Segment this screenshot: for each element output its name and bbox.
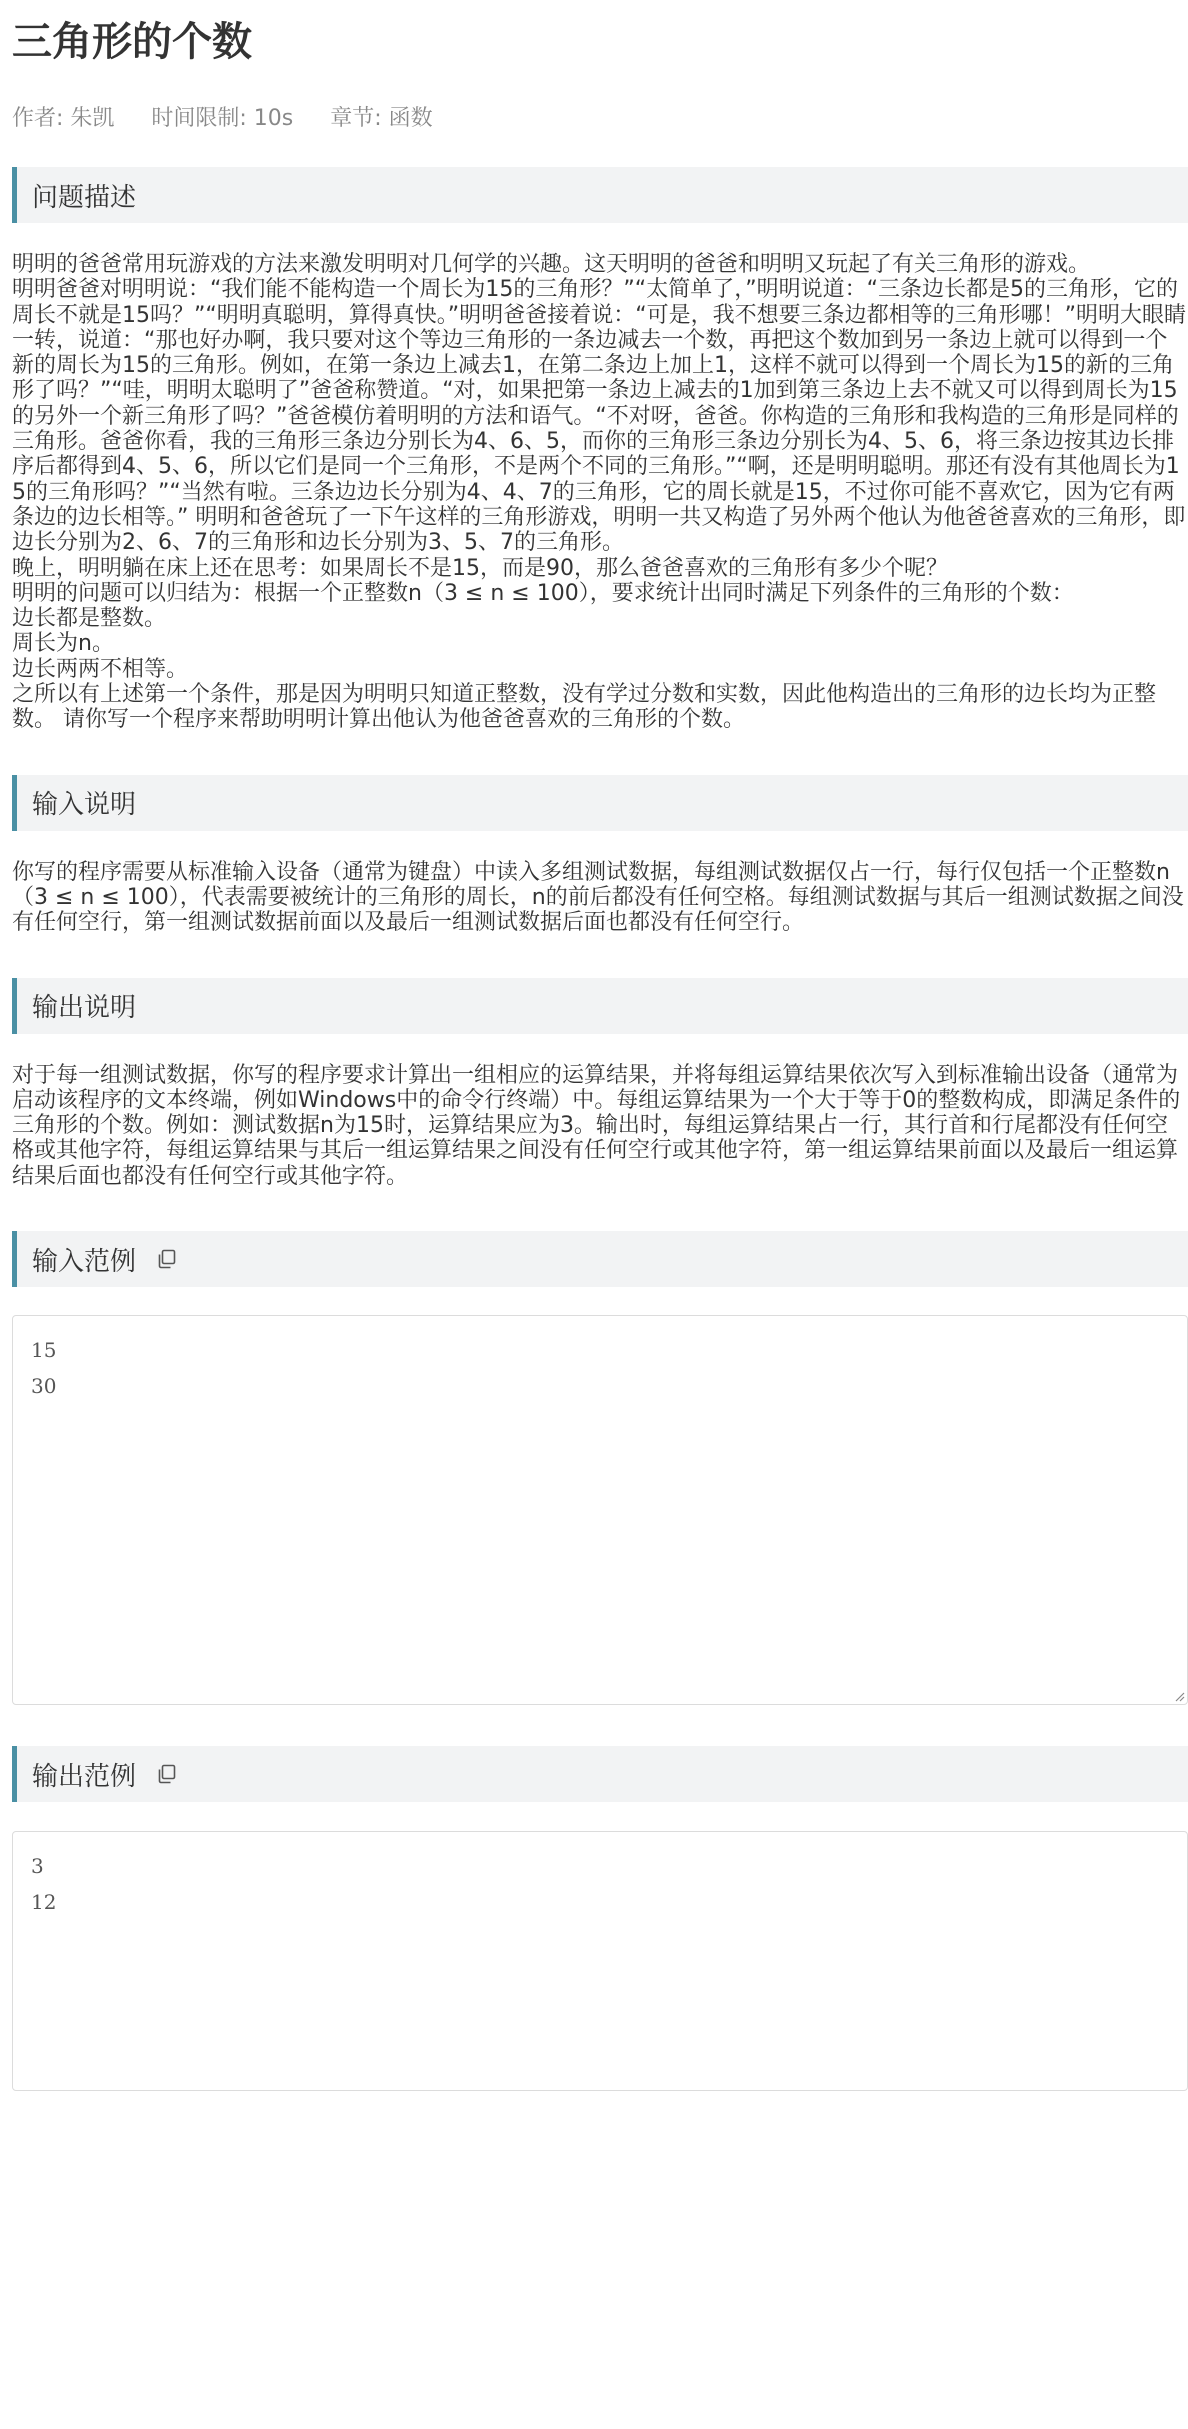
input-description-paragraph: 你写的程序需要从标准输入设备（通常为键盘）中读入多组测试数据，每组测试数据仅占一行，每行仅包括一个正整数n（3 ≤ n ≤ 100），代表需要被统计的三角形的周长，n的前后都没有任何空格。每组测试数据与其后一组测试数据之间没有任何空行，第一组测试数据前面以及最后一组测试数据后面也都没有任何空行。: [12, 859, 1184, 936]
sample-output-textarea[interactable]: [12, 1831, 1188, 2091]
chapter-label: 章节: 函数: [330, 106, 433, 131]
resize-grip-icon[interactable]: [1173, 1690, 1185, 1702]
description-paragraph: 之所以有上述第一个条件，那是因为明明只知道正整数，没有学过分数和实数，因此他构造出的三角形的边长均为正整数。 请你写一个程序来帮助明明计算出他认为他爸爸喜欢的三角形的个数。: [12, 682, 1157, 733]
output-header-label: 输出说明: [32, 993, 137, 1024]
description-paragraph: 明明爸爸对明明说：“我们能不能构造一个周长为15的三角形？”“太简单了，”明明说道：“三条边长都是5的三角形，它的周长不就是15吗？”“明明真聪明，算得真快。”明明爸爸接着说：“可是，我不想要三条边都相等的三角形哪！”明明大眼睛一转，说道：“那也好办啊，我只要对这个等边三角形的一条边减去一个数，再把这个数加到另一条边上就可以得到一个新的周长为15的三角形。例如，在第一条边上减去1，在第二条边上加上1，这样不就可以得到一个周长为15的新的三角形了吗？”“哇，明明太聪明了”爸爸称赞道。“对，如果把第一条边上减去的1加到第三条边上去不就又可以得到周长为15的另外一个新三角形了吗？”爸爸模仿着明明的方法和语气。“不对呀，爸爸。你构造的三角形和我构造的三角形是同样的三角形。爸爸你看，我的三角形三条边分别长为4、6、5，而你的三角形三条边分别长为4、5、6，将三条边按其边长排序后都得到4、5、6，所以它们是同一个三角形，不是两个不同的三角形。”“啊，还是明明聪明。那还有没有其他周长为15的三角形吗？”“当然有啦。三条边边长分别为4、4、7的三角形，它的周长就是15，不过你可能不喜欢它，因为它有两条边的边长相等。” 明明和爸爸玩了一下午这样的三角形游戏，明明一共又构造了另外两个他认为他爸爸喜欢的三角形，即边长分别为2、6、7的三角形和边长分别为3、5、7的三角形。: [12, 277, 1186, 556]
sample-input-line: 30: [31, 1374, 57, 1399]
input-header-label: 输入说明: [32, 790, 137, 821]
description-paragraph: 边长两两不相等。: [12, 656, 189, 682]
sample-output-line: 12: [31, 1890, 57, 1915]
sample-output-line: 3: [31, 1854, 44, 1879]
sample-input-line: 15: [31, 1338, 57, 1363]
description-paragraph: 晚上，明明躺在床上还在思考：如果周长不是15，而是90，那么爸爸喜欢的三角形有多少个呢？: [12, 555, 948, 581]
sample-output-header: [12, 1746, 1188, 1802]
input-description-text: [12, 860, 1188, 936]
sample-input-header-label: 输入范例: [32, 1246, 137, 1277]
copy-icon[interactable]: [156, 1763, 178, 1785]
author-label: 作者: 朱凯: [12, 106, 115, 131]
sample-input-header: [12, 1231, 1188, 1287]
time-limit-label: 时间限制: 10s: [151, 106, 294, 131]
description-paragraph: 明明的爸爸常用玩游戏的方法来激发明明对几何学的兴趣。这天明明的爸爸和明明又玩起了有关三角形的游戏。: [12, 252, 1091, 277]
description-paragraph: 周长为n。: [12, 631, 114, 657]
input-header: [12, 775, 1188, 831]
output-description-text: [12, 1063, 1188, 1189]
output-description-paragraph: 对于每一组测试数据，你写的程序要求计算出一组相应的运算结果，并将每组运算结果依次写入到标准输出设备（通常为启动该程序的文本终端，例如Windows中的命令行终端）中。每组运算结果为一个大于等于0的整数构成，即满足条件的三角形的个数。例如：测试数据n为15时，运算结果应为3。输出时，每组运算结果占一行，其行首和行尾都没有任何空格或其他字符，每组运算结果与其后一组运算结果之间没有任何空行或其他字符，第一组运算结果前面以及最后一组运算结果后面也都没有任何空行或其他字符。: [12, 1062, 1181, 1189]
copy-icon[interactable]: [156, 1248, 178, 1270]
description-paragraph: 边长都是整数。: [12, 606, 167, 632]
description-text: [12, 252, 1188, 733]
page-title: 三角形的个数: [12, 19, 252, 65]
description-paragraph: 明明的问题可以归结为：根据一个正整数n（3 ≤ n ≤ 100），要求统计出同时满足下列条件的三角形的个数：: [12, 580, 1074, 606]
sample-input-textarea[interactable]: [12, 1315, 1188, 1705]
description-header: [12, 167, 1188, 223]
problem-meta: [12, 98, 1188, 140]
sample-output-header-label: 输出范例: [32, 1761, 137, 1792]
description-header-label: 问题描述: [32, 182, 137, 213]
output-header: [12, 978, 1188, 1034]
